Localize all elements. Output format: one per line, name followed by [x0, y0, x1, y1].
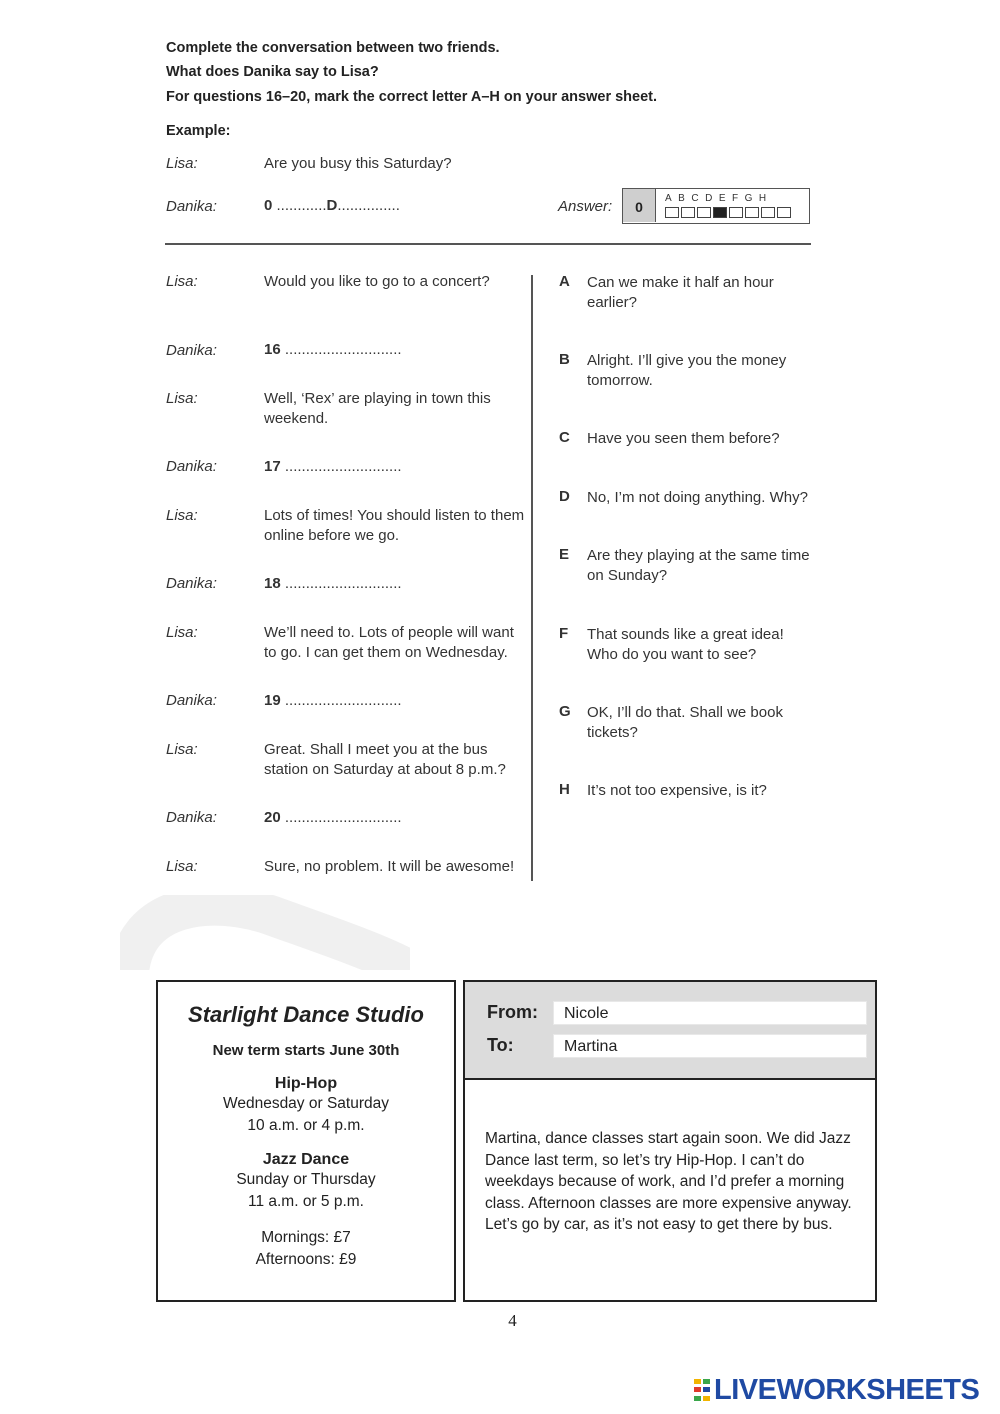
option-text: No, I’m not doing anything. Why? — [587, 489, 808, 506]
answer-box — [761, 207, 775, 218]
answer-dots: ............................ — [284, 692, 402, 709]
answer-letter: B — [678, 193, 685, 204]
column-divider — [531, 275, 533, 881]
question-number: 18 — [264, 575, 281, 592]
answer-box — [777, 207, 791, 218]
dialogue-line: Lots of times! You should listen to them online before we go. — [264, 507, 525, 544]
to-label: To: — [487, 1035, 514, 1055]
example-lisa-line: Are you busy this Saturday? — [264, 155, 452, 172]
dialogue-speaker: Lisa: — [166, 390, 198, 407]
answer-sheet-sample — [622, 188, 810, 224]
option-letter: F — [559, 625, 569, 642]
option-letter: E — [559, 546, 570, 563]
answer-sheet-letters — [665, 193, 766, 204]
jazz-title: Jazz Dance — [262, 1151, 350, 1168]
dialogue-line: Great. Shall I meet you at the bus station on Saturday at about 8 p.m.? — [264, 741, 506, 778]
dialogue-line: We’ll need to. Lots of people will want to go. I can get them on Wednesday. — [264, 624, 514, 661]
option-text: OK, I’ll do that. Shall we book tickets? — [587, 704, 783, 741]
dialogue-line: Well, ‘Rex’ are playing in town this weekend. — [264, 390, 491, 427]
answer-sheet-number: 0 — [623, 189, 656, 222]
example-answer: D — [326, 197, 338, 214]
dance-studio-advert — [156, 980, 456, 1302]
question-18-gap[interactable] — [264, 574, 526, 594]
example-dots-before: ............ — [276, 197, 327, 214]
example-lisa-speaker: Lisa: — [166, 155, 198, 172]
option-letter: G — [559, 703, 571, 720]
example-danika-speaker: Danika: — [166, 198, 217, 215]
watermark-swoosh — [120, 895, 410, 970]
option-letter: B — [559, 351, 570, 368]
to-field: Martina — [553, 1034, 867, 1058]
option-letter: D — [559, 488, 570, 505]
answer-box — [729, 207, 743, 218]
answer-sheet-boxes — [665, 207, 791, 218]
answer-dots: ............................ — [284, 341, 402, 358]
answer-dots: ............................ — [284, 458, 402, 475]
hiphop-times: 10 a.m. or 4 p.m. — [247, 1117, 365, 1134]
liveworksheets-icon — [694, 1379, 710, 1403]
example-dots-after: ............... — [337, 197, 400, 214]
example-danika-line — [264, 196, 464, 216]
message-header — [465, 982, 875, 1080]
dialogue-speaker: Lisa: — [166, 273, 198, 290]
dialogue-line: Would you like to go to a concert? — [264, 273, 490, 290]
example-number: 0 — [264, 197, 273, 214]
answer-letter: H — [758, 193, 767, 204]
dialogue-speaker: Lisa: — [166, 624, 198, 641]
jazz-days: Sunday or Thursday — [236, 1171, 376, 1188]
dialogue-speaker: Lisa: — [166, 741, 198, 758]
option-text: That sounds like a great idea! Who do you want to see? — [587, 626, 784, 663]
dialogue-speaker: Lisa: — [166, 507, 198, 524]
option-letter: A — [559, 273, 570, 290]
dialogue-speaker: Danika: — [166, 692, 217, 709]
answer-letter: C — [691, 193, 699, 204]
hiphop-days: Wednesday or Saturday — [222, 1095, 389, 1112]
dialogue-speaker: Danika: — [166, 458, 217, 475]
message-body: Martina, dance classes start again soon. We did Jazz Dance last term, so let’s try Hip-Hop. I can’t do weekdays because of work, and I’d prefer a morning class. Afternoon classes are more expensive anyway. Let’s go by car, as it’s not easy to get there by bus. — [485, 1130, 852, 1233]
dialogue-speaker: Danika: — [166, 575, 217, 592]
from-field: Nicole — [553, 1001, 867, 1025]
dialogue-line: Sure, no problem. It will be awesome! — [264, 858, 515, 875]
question-number: 16 — [264, 341, 281, 358]
answer-box — [713, 207, 727, 218]
instruction-line-3: For questions 16–20, mark the correct letter A–H on your answer sheet. — [166, 89, 658, 105]
message-note — [463, 980, 877, 1302]
example-divider — [165, 243, 811, 245]
question-number: 19 — [264, 692, 281, 709]
question-number: 17 — [264, 458, 281, 475]
dialogue-speaker: Danika: — [166, 342, 217, 359]
from-label: From: — [487, 1002, 538, 1022]
afternoon-price: Afternoons: £9 — [255, 1251, 357, 1268]
option-text: Can we make it half an hour earlier? — [587, 274, 774, 311]
question-20-gap[interactable] — [264, 808, 526, 828]
answer-dots: ............................ — [284, 575, 402, 592]
liveworksheets-logo — [694, 1374, 979, 1407]
answer-dots: ............................ — [284, 809, 402, 826]
answer-box — [681, 207, 695, 218]
option-text: Have you seen them before? — [587, 430, 780, 447]
question-17-gap[interactable] — [264, 457, 526, 477]
question-19-gap[interactable] — [264, 691, 526, 711]
option-text: Alright. I’ll give you the money tomorrow. — [587, 352, 787, 389]
instruction-line-2: What does Danika say to Lisa? — [166, 64, 379, 80]
answer-letter: F — [731, 193, 739, 204]
option-letter: H — [559, 781, 570, 798]
answer-letter: G — [744, 193, 753, 204]
answer-label: Answer: — [558, 198, 613, 215]
answer-letter: D — [705, 193, 713, 204]
question-number: 20 — [264, 809, 281, 826]
answer-letter: E — [718, 193, 726, 204]
question-16-gap[interactable] — [264, 340, 526, 360]
advert-subtitle: New term starts June 30th — [212, 1042, 400, 1059]
instruction-line-1: Complete the conversation between two friends. — [166, 40, 500, 56]
answer-box — [745, 207, 759, 218]
answer-letter: A — [665, 193, 672, 204]
option-text: Are they playing at the same time on Sunday? — [587, 547, 810, 584]
answer-box — [697, 207, 711, 218]
example-label: Example: — [166, 123, 231, 139]
dialogue-speaker: Lisa: — [166, 858, 198, 875]
morning-price: Mornings: £7 — [261, 1229, 351, 1246]
option-text: It’s not too expensive, is it? — [587, 782, 767, 799]
brand-name: LIVEWORKSHEETS — [714, 1374, 980, 1406]
advert-title: Starlight Dance Studio — [188, 1002, 424, 1027]
answer-box — [665, 207, 679, 218]
option-letter: C — [559, 429, 570, 446]
hiphop-title: Hip-Hop — [274, 1075, 338, 1092]
jazz-times: 11 a.m. or 5 p.m. — [247, 1193, 364, 1210]
dialogue-speaker: Danika: — [166, 809, 217, 826]
page-number: 4 — [508, 1311, 517, 1330]
